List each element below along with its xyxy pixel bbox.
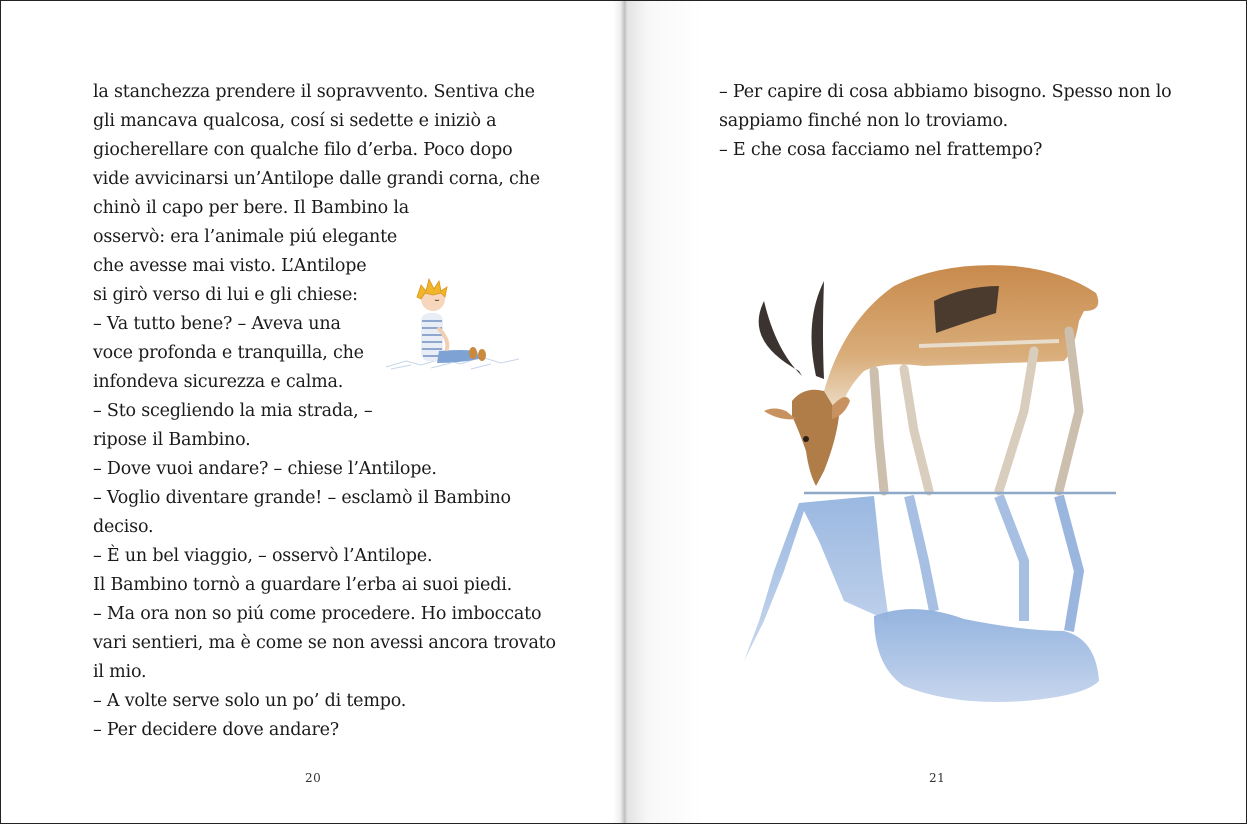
text-line: – Per capire di cosa abbiamo bisogno. Spesso non lo [719,82,1172,102]
text-line: si girò verso di lui e gli chiese: [93,285,358,305]
text-line: chinò il capo per bere. Il Bambino la [93,198,409,218]
text-line: osservò: era l’animale piú elegante [93,227,398,247]
text-line: – Per decidere dove andare? [93,720,339,740]
page-number: 21 [929,771,946,785]
text-line: la stanchezza prendere il sopravvento. Sentiva che [93,82,535,102]
sitting-boy-illustration [381,269,521,379]
text-line: – Voglio diventare grande! – esclamò il Bambino [93,488,511,508]
text-line: – Va tutto bene? – Aveva una [93,314,341,334]
left-page-text [93,78,556,745]
text-line: deciso. [93,517,154,537]
text-line: giocherellare con qualche filo d’erba. Poco dopo [93,140,513,160]
text-line: vide avvicinarsi un’Antilope dalle grandi corna, che [93,169,540,189]
text-line: ripose il Bambino. [93,430,251,450]
text-line: – Dove vuoi andare? – chiese l’Antilope. [93,459,437,479]
text-line: – E che cosa facciamo nel frattempo? [719,140,1043,160]
right-page-text [719,78,1172,165]
text-line: – A volte serve solo un po’ di tempo. [93,691,407,711]
text-line: – Sto scegliendo la mia strada, – [93,401,373,421]
text-line: gli mancava qualcosa, cosí si sedette e iniziò a [93,111,497,131]
text-line: Il Bambino tornò a guardare l’erba ai suoi piedi. [93,575,512,595]
text-line: sappiamo finché non lo troviamo. [719,111,1009,131]
left-page [1,1,624,823]
text-line: – Ma ora non so piú come procedere. Ho imboccato [93,604,542,624]
text-line: vari sentieri, ma è come se non avessi ancora trovato [93,633,556,653]
text-line: infondeva sicurezza e calma. [93,372,344,392]
text-line: che avesse mai visto. L’Antilope [93,256,367,276]
text-line: il mio. [93,662,147,682]
page-number: 20 [305,771,322,785]
text-line: – È un bel viaggio, – osservò l’Antilope. [93,546,433,566]
text-line: voce profonda e tranquilla, che [93,343,364,363]
right-page [624,1,1246,823]
antelope-drinking-illustration [724,241,1124,716]
